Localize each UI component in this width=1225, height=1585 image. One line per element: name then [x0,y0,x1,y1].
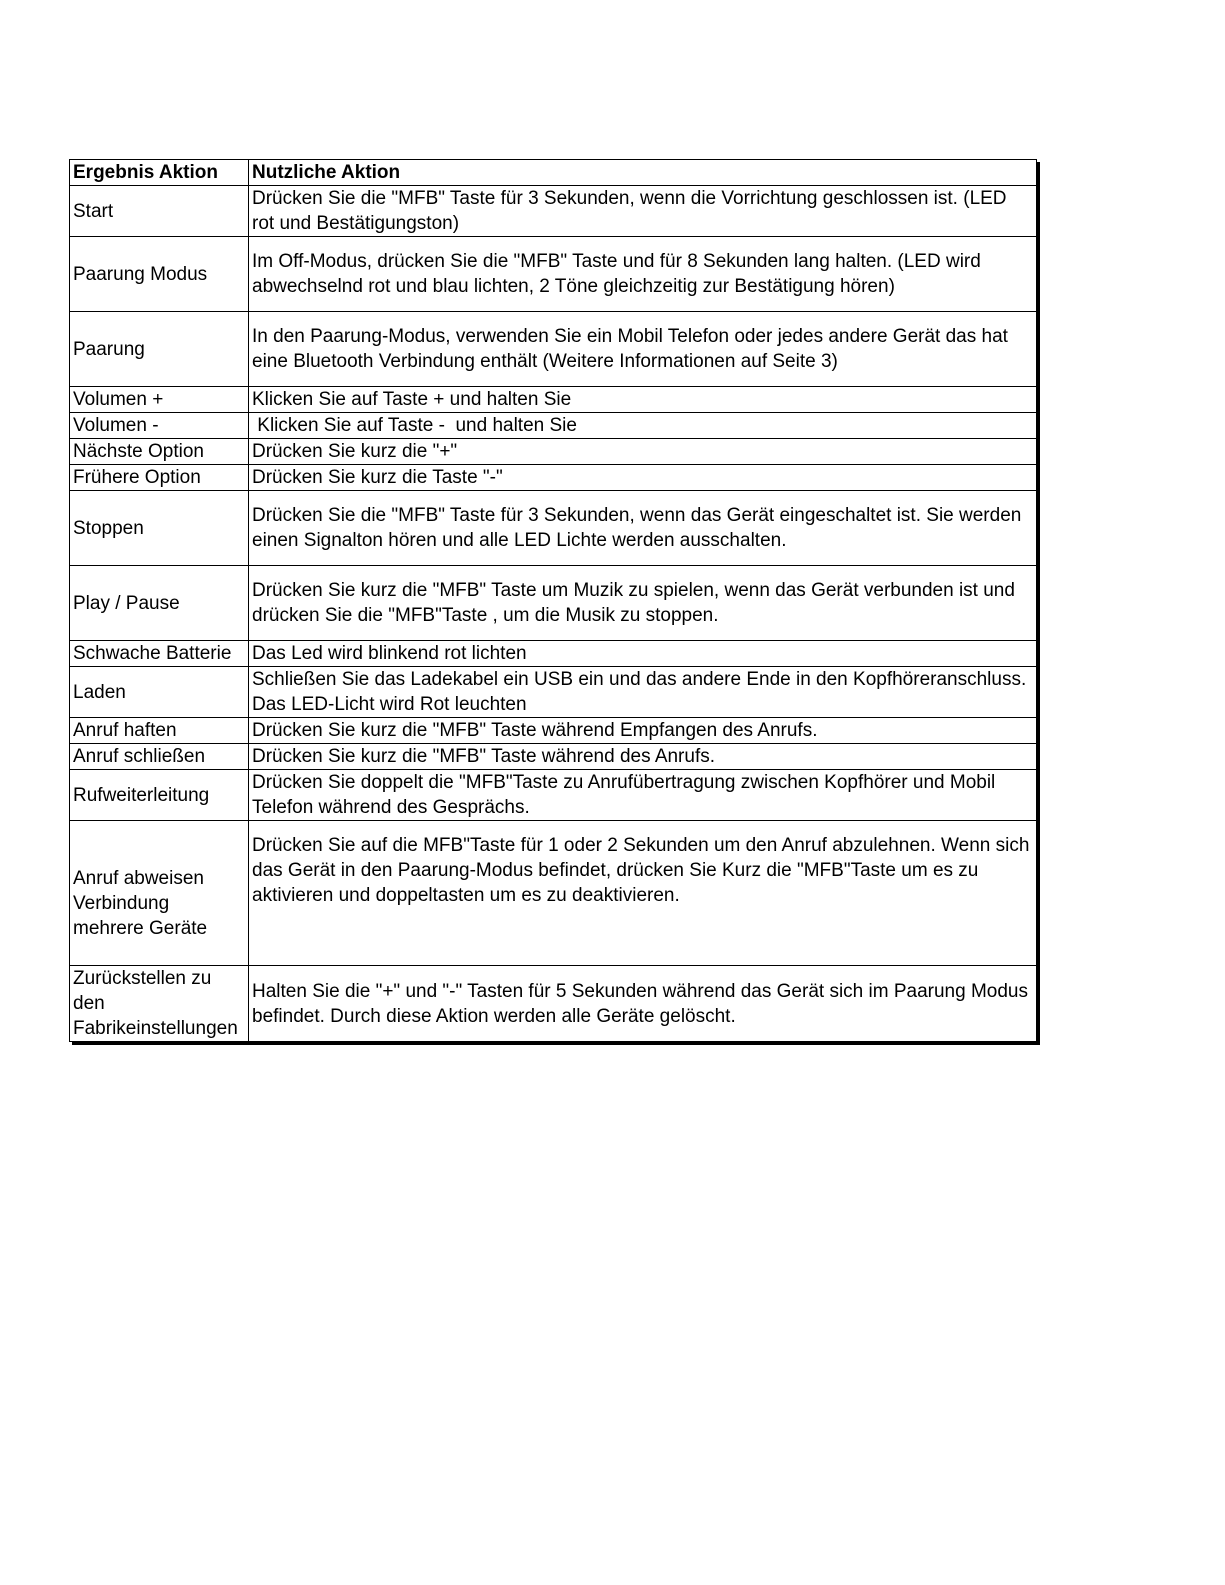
table-row [70,821,1037,966]
table-row [70,312,1037,387]
result-cell: Play / Pause [70,566,249,641]
table-row [70,237,1037,312]
result-cell: Paarung Modus [70,237,249,312]
table-row [70,413,1037,439]
action-table [69,159,1037,1042]
action-cell: Im Off-Modus, drücken Sie die "MFB" Taste und für 8 Sekunden lang halten. (LED wird abwechselnd rot und blau lichten, 2 Töne gleichzeitig zur Bestätigung hören) [249,237,1037,312]
result-cell: Anruf schließen [70,744,249,770]
action-cell: Drücken Sie kurz die "MFB" Taste während des Anrufs. [249,744,1037,770]
action-cell: Drücken Sie die "MFB" Taste für 3 Sekunden, wenn das Gerät eingeschaltet ist. Sie werden einen Signalton hören und alle LED Lichte werden ausschalten. [249,491,1037,566]
result-cell: Rufweiterleitung [70,770,249,821]
result-cell: Laden [70,667,249,718]
table-row [70,465,1037,491]
result-cell: Anruf abweisen Verbindung mehrere Geräte [70,821,249,966]
action-cell: Das Led wird blinkend rot lichten [249,641,1037,667]
action-cell: Halten Sie die "+" und "-" Tasten für 5 Sekunden während das Gerät sich im Paarung Modus befindet. Durch diese Aktion werden alle Geräte gelöscht. [249,966,1037,1042]
table-row [70,387,1037,413]
header-action: Nutzliche Aktion [249,160,1037,186]
result-cell: Frühere Option [70,465,249,491]
action-cell: Drücken Sie kurz die Taste "-" [249,465,1037,491]
result-cell: Zurückstellen zu den Fabrikeinstellungen [70,966,249,1042]
header-result: Ergebnis Aktion [70,160,249,186]
action-cell: In den Paarung-Modus, verwenden Sie ein Mobil Telefon oder jedes andere Gerät das hat eine Bluetooth Verbindung enthält (Weitere Informationen auf Seite 3) [249,312,1037,387]
table-row [70,439,1037,465]
action-cell: Drücken Sie doppelt die "MFB"Taste zu Anrufübertragung zwischen Kopfhörer und Mobil Telefon während des Gesprächs. [249,770,1037,821]
action-cell: Drücken Sie auf die MFB"Taste für 1 oder 2 Sekunden um den Anruf abzulehnen. Wenn sich das Gerät in den Paarung-Modus befindet, drücken Sie Kurz die "MFB"Taste um es zu aktivieren und doppeltasten um es zu deaktivieren. [249,821,1037,966]
result-cell: Volumen + [70,387,249,413]
table-row [70,641,1037,667]
action-cell: Klicken Sie auf Taste - und halten Sie [249,413,1037,439]
table-row [70,491,1037,566]
action-cell: Drücken Sie kurz die "+" [249,439,1037,465]
table-row [70,744,1037,770]
result-cell: Stoppen [70,491,249,566]
table-row [70,966,1037,1042]
table-row [70,566,1037,641]
result-cell: Paarung [70,312,249,387]
result-cell: Schwache Batterie [70,641,249,667]
action-table-container [69,159,1037,1042]
result-cell: Start [70,186,249,237]
result-cell: Volumen - [70,413,249,439]
action-cell: Drücken Sie kurz die "MFB" Taste während Empfangen des Anrufs. [249,718,1037,744]
result-cell: Nächste Option [70,439,249,465]
action-cell: Schließen Sie das Ladekabel ein USB ein und das andere Ende in den Kopfhöreranschluss. Das LED-Licht wird Rot leuchten [249,667,1037,718]
action-cell: Drücken Sie die "MFB" Taste für 3 Sekunden, wenn die Vorrichtung geschlossen ist. (LED rot und Bestätigungston) [249,186,1037,237]
action-cell: Drücken Sie kurz die "MFB" Taste um Muzik zu spielen, wenn das Gerät verbunden ist und drücken Sie die "MFB"Taste , um die Musik zu stoppen. [249,566,1037,641]
table-header-row [70,160,1037,186]
table-row [70,770,1037,821]
table-row [70,718,1037,744]
result-cell: Anruf haften [70,718,249,744]
table-row [70,667,1037,718]
table-row [70,186,1037,237]
action-cell: Klicken Sie auf Taste + und halten Sie [249,387,1037,413]
